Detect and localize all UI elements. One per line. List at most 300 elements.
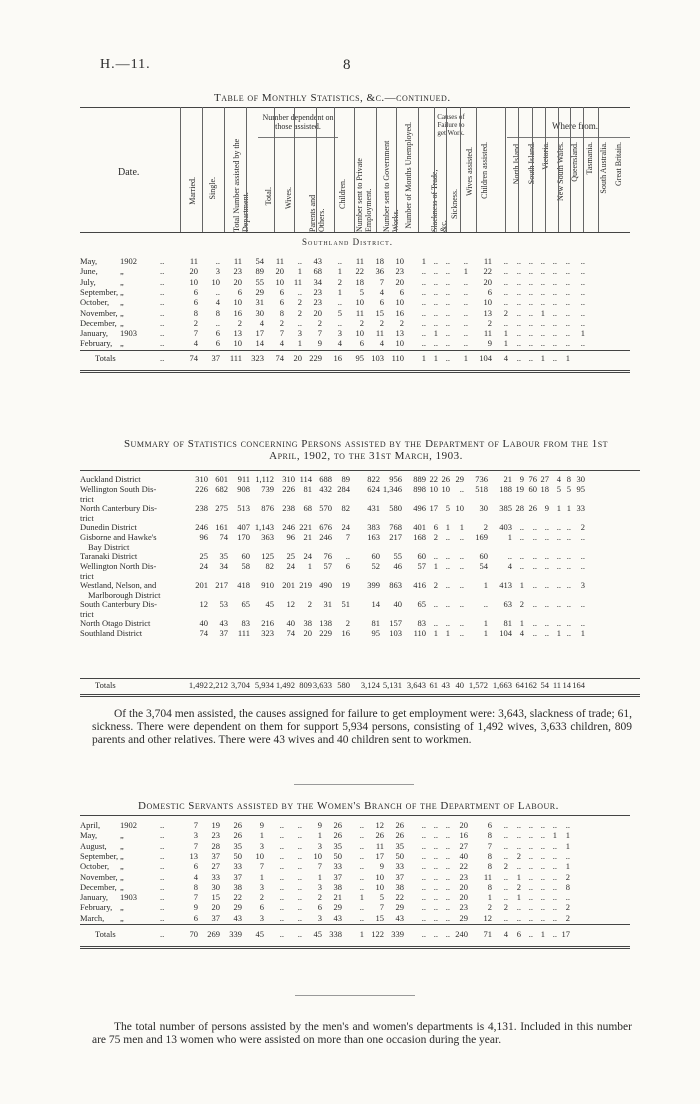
table-cell: ..	[463, 328, 468, 339]
table-cell: 10	[395, 338, 404, 349]
table-cell: 10	[375, 881, 384, 892]
table-cell: ..	[459, 532, 464, 542]
table-cell: ..	[503, 850, 508, 861]
district-name: Taranaki District	[80, 551, 138, 561]
table-cell: 11	[375, 840, 384, 851]
table-cell: ..	[580, 256, 585, 266]
table-cell: 27	[459, 840, 468, 851]
table-cell: ..	[297, 892, 302, 903]
table-cell: ..	[519, 532, 524, 542]
table-cell: 6	[279, 286, 284, 297]
totals-cell: 1,492	[188, 680, 208, 690]
table-cell: 2	[359, 317, 364, 328]
table-cell: 1,143	[254, 522, 274, 532]
table-cell: ..	[359, 850, 364, 861]
table-cell: 16	[459, 830, 468, 841]
table-cell: 82	[341, 503, 350, 513]
summary-title-line1: Summary of Statistics concerning Persons assisted by the Department of Labour from the 1st	[123, 438, 609, 450]
totals-cell: 809	[299, 680, 312, 690]
table-cell: 2	[193, 317, 198, 328]
table-cell: ..	[540, 912, 545, 923]
table-cell: ..	[433, 599, 438, 609]
table-cell: 26	[441, 474, 450, 484]
table-cell: ..	[421, 307, 426, 318]
table-cell: 2	[279, 317, 284, 328]
table-cell: ..	[552, 861, 557, 872]
table-cell: ..	[528, 307, 533, 318]
paragraph-total-persons: The total number of persons assisted by the men's and women's departments is 4,131. Included in this number are 75 men and 13 women who were assisted on more than one occasion during the year.	[92, 1021, 632, 1046]
totals-cell: 1	[433, 353, 438, 363]
month-label: September,	[80, 286, 119, 297]
table-cell: 226	[282, 484, 295, 494]
table-cell: 8	[565, 881, 570, 892]
table-cell: ..	[279, 850, 284, 861]
table-cell: 16	[341, 628, 350, 638]
table-cell: 676	[319, 522, 332, 532]
table-cell: ..	[297, 840, 302, 851]
table-cell: ..	[445, 820, 450, 830]
totals-cell: 1	[359, 929, 364, 939]
table-cell: ..	[580, 276, 585, 287]
table-cell: ..	[565, 256, 570, 266]
table-cell: 26	[395, 820, 404, 830]
table-cell: 6	[399, 286, 404, 297]
table-cell: 27	[211, 861, 220, 872]
table-cell: 768	[389, 522, 402, 532]
table-cell: 1	[519, 580, 524, 590]
where-col-header: North Island.	[512, 142, 521, 185]
table-cell: 34	[313, 276, 322, 287]
table-cell: 2	[565, 912, 570, 923]
table1-caption: Table of Monthly Statistics, &c.—continued.	[214, 92, 451, 104]
table-cell: 38	[333, 881, 342, 892]
year-label: „	[120, 861, 124, 872]
totals-cell: 338	[329, 929, 342, 939]
table-cell: ..	[503, 317, 508, 328]
totals-cell: ..	[552, 353, 557, 363]
table-cell: 6	[379, 297, 384, 308]
table-cell: ..	[528, 256, 533, 266]
table-cell: ..	[565, 286, 570, 297]
month-label: June,	[80, 266, 98, 277]
table-cell: ..	[483, 599, 488, 609]
table-cell: 95	[371, 628, 380, 638]
table-cell: 52	[371, 561, 380, 571]
table-cell: ..	[359, 830, 364, 841]
table-cell: 11	[275, 256, 284, 266]
table-cell: ..	[552, 266, 557, 277]
totals-cell: 74	[189, 353, 198, 363]
table-cell: 8	[279, 307, 284, 318]
table-cell: ..	[552, 317, 557, 328]
table-cell: 22	[483, 266, 492, 277]
table-cell: ..	[532, 580, 537, 590]
table-cell: 310	[282, 474, 295, 484]
table-cell: 2	[580, 522, 585, 532]
year-label: „	[120, 276, 124, 287]
table-cell: 55	[393, 551, 402, 561]
table-cell: 15	[211, 892, 220, 903]
table-cell: 43	[233, 912, 242, 923]
table-cell: ..	[556, 599, 561, 609]
table-cell: 3	[259, 881, 264, 892]
table-cell: ..	[544, 551, 549, 561]
table-cell: ..	[580, 317, 585, 328]
table-cell: 2	[317, 317, 322, 328]
table-cell: ..	[359, 861, 364, 872]
table-cell: ..	[297, 256, 302, 266]
table-cell: ..	[532, 618, 537, 628]
table-cell: ..	[503, 830, 508, 841]
table-cell: 1	[516, 871, 521, 882]
table-cell: ..	[519, 522, 524, 532]
totals-cell: 111	[229, 353, 242, 363]
table-cell: ..	[433, 286, 438, 297]
table-cell: 8	[193, 307, 198, 318]
table-cell: 60	[241, 551, 250, 561]
where-col-header: South Island.	[526, 142, 536, 185]
table-cell: 6	[237, 286, 242, 297]
table-cell: 1,346	[382, 484, 402, 494]
table-cell: 20	[395, 276, 404, 287]
table-cell: ..	[359, 881, 364, 892]
table-cell: ..	[215, 256, 220, 266]
table-cell: ..	[580, 618, 585, 628]
totals-cell: 71	[483, 929, 492, 939]
district-name: Westland, Nelson, and	[80, 580, 157, 590]
table-cell: ..	[566, 522, 571, 532]
table-cell: 9	[544, 503, 549, 513]
table-cell: ..	[528, 276, 533, 287]
paragraph-causes: Of the 3,704 men assisted, the causes assigned for failure to get employment were: 3,643, slackness of trade; 61, sickness. There were dependent on them for support 5,934 persons, consisting of 1,492 wives, 3,633 children, 809 parents and other relatives. There were 43 wives and 40 children sent to workmen.	[92, 708, 632, 746]
table-cell: 53	[219, 599, 228, 609]
table-cell: 23	[233, 266, 242, 277]
table-cell: ..	[279, 840, 284, 851]
table-cell: 1	[259, 830, 264, 841]
table-cell: ..	[516, 861, 521, 872]
table-cell: ..	[433, 871, 438, 882]
table-cell: ..	[528, 912, 533, 923]
totals-cell: 3,704	[230, 680, 250, 690]
table-cell: ..	[503, 297, 508, 308]
district-name-cont: trict	[80, 571, 94, 581]
totals-cell: 110	[391, 353, 404, 363]
table-cell: ..	[540, 820, 545, 830]
table-cell: ..	[433, 912, 438, 923]
table-cell: 20	[483, 276, 492, 287]
col-slackness-header: Slackness of Trade, &c.	[430, 169, 448, 232]
month-label: January,	[80, 892, 109, 903]
totals-cell: 4	[503, 353, 508, 363]
table-cell: 10	[355, 297, 364, 308]
table-cell: ..	[516, 286, 521, 297]
table-cell: 11	[483, 256, 492, 266]
totals-cell: 1	[540, 353, 545, 363]
leader-dots: ..	[160, 912, 165, 923]
table-cell: ..	[445, 599, 450, 609]
table-cell: 24	[341, 522, 350, 532]
table-cell: 54	[479, 561, 488, 571]
table1-header	[80, 107, 630, 232]
totals-cell: 3,124	[360, 680, 380, 690]
table-cell: 10	[189, 276, 198, 287]
table-cell: 25	[286, 551, 295, 561]
table-cell: ..	[566, 628, 571, 638]
table-cell: 4	[379, 338, 384, 349]
table-cell: 38	[395, 881, 404, 892]
table-cell: ..	[421, 328, 426, 339]
totals-cell: 269	[207, 929, 220, 939]
col-govt-header: Number sent to Government Works.	[382, 140, 400, 232]
table-cell: ..	[540, 892, 545, 903]
table-cell: 18	[375, 256, 384, 266]
table-cell: ..	[279, 892, 284, 903]
table-cell: 30	[255, 307, 264, 318]
table-cell: 15	[375, 912, 384, 923]
table-cell: 275	[215, 503, 228, 513]
table-cell: ..	[528, 892, 533, 903]
table-cell: 16	[233, 307, 242, 318]
table-cell: 82	[265, 561, 274, 571]
table-cell: ..	[215, 286, 220, 297]
table-cell: 10	[441, 484, 450, 494]
district-name-cont: trict	[80, 494, 94, 504]
table-cell: ..	[433, 317, 438, 328]
table-cell: 863	[389, 580, 402, 590]
table-cell: 246	[195, 522, 208, 532]
table-cell: 60	[417, 551, 426, 561]
table-cell: 111	[237, 628, 250, 638]
table-cell: 24	[286, 561, 295, 571]
table-cell: 11	[293, 276, 302, 287]
table-cell: ..	[445, 307, 450, 318]
table-cell: 114	[299, 474, 312, 484]
table-cell: 7	[193, 328, 198, 339]
table-cell: 26	[528, 503, 537, 513]
dependent-group-header: Number dependent on those assisted.	[262, 113, 334, 131]
table-cell: ..	[540, 338, 545, 349]
table-cell: ..	[297, 861, 302, 872]
totals-cell: 14	[562, 680, 571, 690]
year-label: „	[120, 881, 124, 892]
table-cell: 50	[395, 850, 404, 861]
table-cell: 23	[211, 830, 220, 841]
table-cell: 37	[219, 628, 228, 638]
table-cell: ..	[445, 861, 450, 872]
table-cell: 110	[413, 628, 426, 638]
table-cell: 38	[303, 618, 312, 628]
table-cell: ..	[528, 830, 533, 841]
table-cell: ..	[565, 328, 570, 339]
totals-cell: 54	[540, 680, 549, 690]
table-cell: 43	[313, 256, 322, 266]
table-cell: 1	[433, 628, 438, 638]
table-cell: 1	[317, 830, 322, 841]
table-cell: ..	[433, 850, 438, 861]
district-name: Gisborne and Hawke's	[80, 532, 157, 542]
table-cell: ..	[516, 297, 521, 308]
table-cell: 65	[417, 599, 426, 609]
table-cell: ..	[516, 902, 521, 913]
where-from-group-header: Where from.	[552, 121, 598, 131]
table-cell: 26	[375, 830, 384, 841]
year-label: 1902	[120, 256, 137, 266]
totals-cell: ..	[445, 929, 450, 939]
totals-cell: 74	[275, 353, 284, 363]
table-cell: 1	[359, 892, 364, 903]
table-cell: ..	[516, 307, 521, 318]
table-cell: ..	[566, 618, 571, 628]
table-cell: 418	[237, 580, 250, 590]
page-number: 8	[343, 57, 351, 73]
table-cell: 1	[337, 266, 342, 277]
totals-cell: ..	[433, 929, 438, 939]
table-cell: ..	[565, 892, 570, 903]
col-children-header: Children.	[338, 179, 347, 209]
table-cell: ..	[433, 338, 438, 349]
leader-dots: ..	[160, 307, 165, 318]
month-label: November,	[80, 307, 118, 318]
table-cell: ..	[433, 307, 438, 318]
table-cell: ..	[459, 561, 464, 571]
table-cell: 30	[479, 503, 488, 513]
col-months-header: Number of Months Unemployed.	[404, 122, 413, 229]
totals-cell: 339	[391, 929, 404, 939]
district-name: Wellington South Dis-	[80, 484, 157, 494]
totals-cell: 45	[313, 929, 322, 939]
table-cell: ..	[433, 892, 438, 903]
table-cell: 38	[233, 881, 242, 892]
leader-dots: ..	[160, 871, 165, 882]
table-cell: 2	[433, 580, 438, 590]
table-cell: 37	[333, 871, 342, 882]
table-cell: ..	[459, 628, 464, 638]
month-label: January,	[80, 328, 109, 339]
table-cell: ..	[516, 830, 521, 841]
table-cell: 3	[580, 580, 585, 590]
table-cell: 1	[565, 861, 570, 872]
district-name: Southland District	[80, 628, 143, 638]
table-cell: ..	[540, 902, 545, 913]
table-cell: 89	[341, 474, 350, 484]
table-cell: 25	[199, 551, 208, 561]
table-cell: ..	[556, 561, 561, 571]
table-cell: 8	[487, 881, 492, 892]
table-cell: ..	[540, 871, 545, 882]
table-cell: 4	[519, 628, 524, 638]
table-cell: 8	[487, 861, 492, 872]
totals-cell: ..	[528, 353, 533, 363]
totals-label: Totals	[95, 680, 116, 690]
table-cell: ..	[215, 317, 220, 328]
col-parents-header: Parents and Others.	[308, 194, 326, 232]
table-cell: 6	[193, 286, 198, 297]
table-cell: 201	[195, 580, 208, 590]
table-cell: 43	[219, 618, 228, 628]
table-cell: 1	[552, 830, 557, 841]
table-cell: 138	[319, 618, 332, 628]
table-cell: 11	[189, 256, 198, 266]
table-cell: 83	[241, 618, 250, 628]
year-label: „	[120, 266, 124, 277]
table-cell: 10	[233, 338, 242, 349]
totals-cell: 122	[371, 929, 384, 939]
table-cell: ..	[566, 532, 571, 542]
table-cell: ..	[445, 850, 450, 861]
table-cell: 26	[333, 830, 342, 841]
table-cell: ..	[528, 840, 533, 851]
table-cell: 163	[367, 532, 380, 542]
table-cell: ..	[552, 871, 557, 882]
table-cell: 103	[389, 628, 402, 638]
table-cell: ..	[552, 820, 557, 830]
table-cell: ..	[503, 266, 508, 277]
table-cell: 601	[215, 474, 228, 484]
table-cell: 1	[337, 286, 342, 297]
table-cell: 37	[395, 871, 404, 882]
table-cell: ..	[297, 286, 302, 297]
table-cell: ..	[544, 618, 549, 628]
table-cell: 13	[395, 328, 404, 339]
year-label: „	[120, 850, 124, 861]
table-cell: 168	[413, 532, 426, 542]
table-cell: 6	[433, 522, 438, 532]
totals-cell: 1	[540, 929, 545, 939]
table-cell: 7	[193, 840, 198, 851]
table-cell: ..	[528, 902, 533, 913]
where-col-header: Victoria.	[541, 142, 550, 170]
totals-cell: ..	[516, 353, 521, 363]
year-label: 1903	[120, 892, 137, 903]
month-label: December,	[80, 317, 117, 328]
table-cell: 9	[519, 474, 524, 484]
table-cell: ..	[445, 317, 450, 328]
totals-cell: 339	[229, 929, 242, 939]
table-cell: 3	[259, 840, 264, 851]
table-cell: ..	[516, 256, 521, 266]
table-cell: 28	[211, 840, 220, 851]
summary-title-line2: April, 1902, to the 31st March, 1903.	[269, 450, 463, 462]
totals-label: Totals	[95, 353, 116, 363]
table-cell: ..	[445, 551, 450, 561]
table-cell: 10	[355, 328, 364, 339]
totals-cell: 103	[371, 353, 384, 363]
table-cell: 2	[399, 317, 404, 328]
table-cell: ..	[532, 628, 537, 638]
table-cell: 1	[259, 871, 264, 882]
month-label: May,	[80, 830, 98, 841]
totals-cell: 45	[255, 929, 264, 939]
table-cell: ..	[552, 297, 557, 308]
table-cell: ..	[463, 338, 468, 349]
table-cell: 96	[199, 532, 208, 542]
table-cell: 22	[233, 892, 242, 903]
table-cell: ..	[565, 307, 570, 318]
table-cell: 401	[413, 522, 426, 532]
table-cell: 2	[516, 881, 521, 892]
table-cell: 5	[445, 503, 450, 513]
table-cell: 7	[317, 861, 322, 872]
table-cell: ..	[345, 551, 350, 561]
month-label: November,	[80, 871, 118, 882]
table-cell: 89	[255, 266, 264, 277]
table-cell: 10	[375, 871, 384, 882]
table-cell: 15	[375, 307, 384, 318]
table-cell: 310	[195, 474, 208, 484]
table-cell: ..	[552, 256, 557, 266]
table-cell: 83	[417, 618, 426, 628]
table-cell: ..	[516, 276, 521, 287]
